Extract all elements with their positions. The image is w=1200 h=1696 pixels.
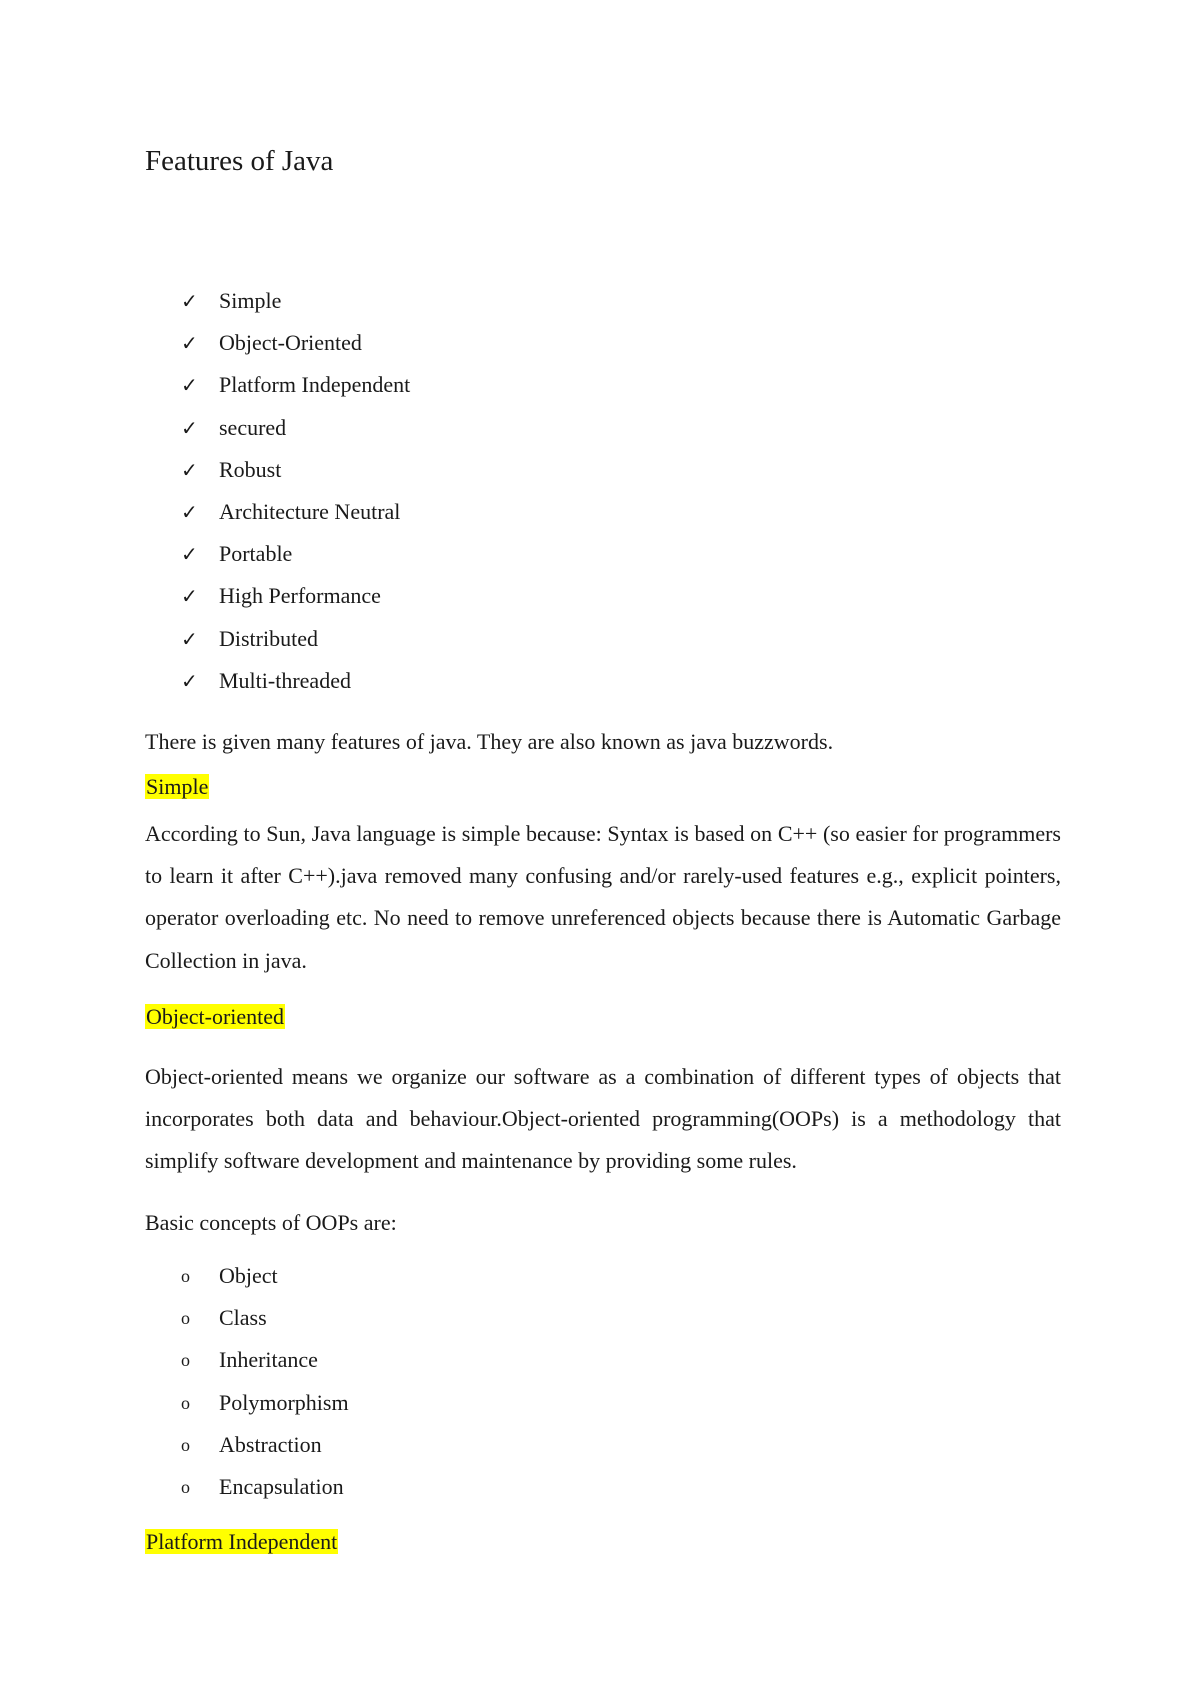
list-item	[181, 329, 410, 371]
feature-label: Portable	[219, 541, 293, 567]
feature-label: Simple	[219, 288, 282, 313]
concept-label: Encapsulation	[219, 1473, 344, 1499]
highlighted-heading: Simple	[146, 774, 209, 799]
feature-label: Object-Oriented	[219, 330, 362, 356]
feature-label: Architecture Neutral	[219, 498, 401, 524]
simple-paragraph: According to Sun, Java language is simple because: Syntax is based on C++ (so easier for programmers to learn it after C++).java removed many confusing and/or rarely-used features e.g., explicit pointers, operator overloading etc. No need to remove unreferenced objects because there is Automatic Garbage Collection in java.	[145, 821, 1061, 973]
list-item	[181, 498, 410, 540]
list-item	[181, 1304, 349, 1346]
concept-label: Object	[219, 1263, 278, 1288]
checkmark-icon: ✓	[181, 499, 198, 524]
list-item	[181, 1389, 349, 1431]
concept-label: Class	[219, 1305, 267, 1331]
checkmark-icon: ✓	[181, 289, 198, 313]
section-heading-object-oriented	[145, 1003, 285, 1031]
circle-bullet-icon: o	[181, 1476, 190, 1497]
list-item	[181, 1262, 349, 1304]
checkmark-icon: ✓	[181, 584, 198, 609]
checkmark-icon: ✓	[181, 415, 198, 440]
concept-label: Abstraction	[219, 1431, 322, 1457]
list-item	[181, 287, 410, 329]
circle-bullet-icon: o	[181, 1308, 190, 1329]
concept-label: Inheritance	[219, 1347, 318, 1373]
checkmark-icon: ✓	[181, 626, 198, 651]
list-item	[181, 1346, 349, 1388]
list-item	[181, 582, 410, 624]
object-oriented-paragraph: Object-oriented means we organize our software as a combination of different types of objects that incorporates both data and behaviour.Object-oriented programming(OOPs) is a methodology that simplify software development and maintenance by providing some rules.	[145, 1064, 1061, 1174]
feature-label: Distributed	[219, 625, 318, 651]
list-item	[181, 1431, 349, 1473]
list-item	[181, 414, 410, 456]
list-item	[181, 1473, 349, 1515]
circle-bullet-icon: o	[181, 1434, 190, 1455]
circle-bullet-icon: o	[181, 1266, 190, 1286]
feature-label: Robust	[219, 456, 282, 482]
list-item	[181, 540, 410, 582]
list-item	[181, 371, 410, 413]
circle-bullet-icon: o	[181, 1392, 190, 1413]
concept-label: Polymorphism	[219, 1389, 349, 1415]
feature-label: High Performance	[219, 583, 381, 609]
feature-label: Multi-threaded	[219, 667, 351, 693]
list-item	[181, 625, 410, 667]
feature-label: Platform Independent	[219, 372, 411, 398]
concepts-intro: Basic concepts of OOPs are:	[145, 1210, 397, 1235]
checkmark-icon: ✓	[181, 331, 198, 356]
highlighted-heading: Platform Independent	[146, 1529, 338, 1554]
checkmark-icon: ✓	[181, 668, 198, 693]
checkmark-icon: ✓	[181, 457, 198, 482]
list-item	[181, 456, 410, 498]
section-heading-platform-independent	[145, 1528, 338, 1556]
feature-list	[181, 287, 410, 709]
section-heading-simple	[145, 773, 209, 801]
feature-label: secured	[219, 414, 287, 440]
list-item	[181, 667, 410, 709]
highlighted-heading: Object-oriented	[146, 1004, 285, 1029]
circle-bullet-icon: o	[181, 1350, 190, 1371]
checkmark-icon: ✓	[181, 373, 198, 398]
page-title: Features of Java	[145, 145, 334, 177]
oops-concepts-list	[181, 1262, 349, 1515]
checkmark-icon: ✓	[181, 542, 198, 567]
intro-paragraph: There is given many features of java. They are also known as java buzzwords.	[145, 729, 834, 754]
